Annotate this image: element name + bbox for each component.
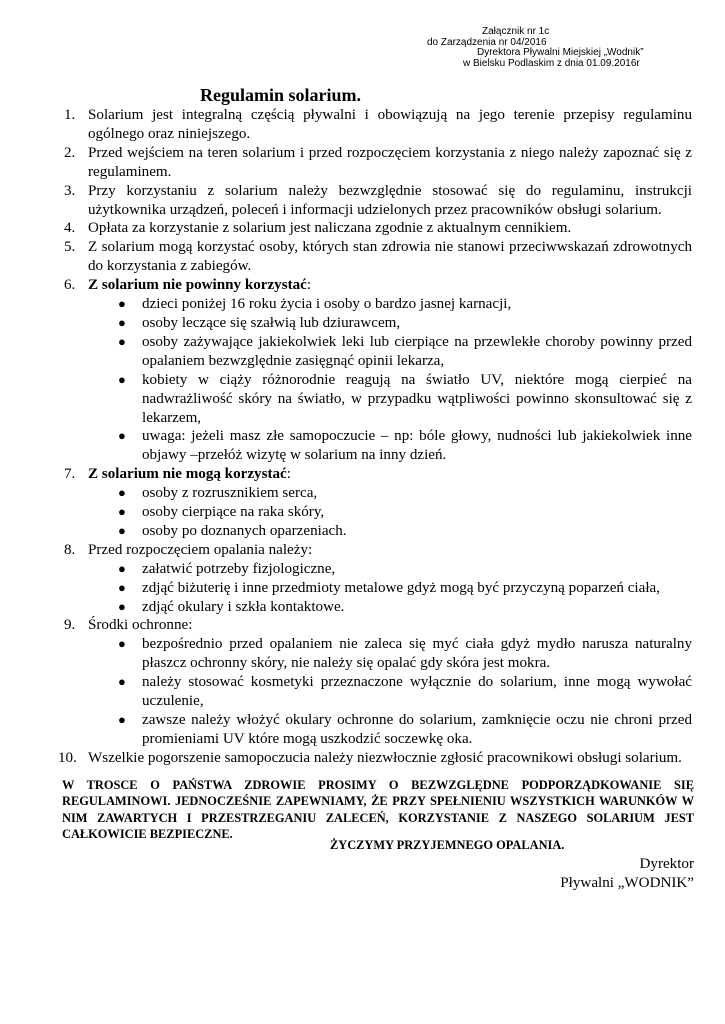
bullet-text: należy stosować kosmetyki przeznaczone wyłącznie do solarium, inne mogą wywołać uczulenie, xyxy=(142,674,692,710)
bullet-text: bezpośrednio przed opalaniem nie zaleca się myć ciała gdyż mydło narusza naturalny płaszcz ochronny skóry, nie należy się opalać gdy skóra jest mokra. xyxy=(142,636,692,672)
attachment-header xyxy=(0,27,725,69)
bullet-text: osoby z rozrusznikiem serca, xyxy=(142,485,318,502)
rule-item xyxy=(64,219,692,238)
rule-item xyxy=(64,182,692,220)
header-line-3: Dyrektora Pływalni Miejskiej „Wodnik” xyxy=(477,47,644,58)
rule-number: 1. xyxy=(64,107,76,123)
bullet-item xyxy=(112,579,692,598)
rule-item xyxy=(64,616,692,748)
bullet-dot-icon: ● xyxy=(118,712,126,727)
rule-lead-suffix: : xyxy=(286,466,291,483)
bullet-dot-icon: ● xyxy=(118,674,126,690)
bullet-dot-icon: ● xyxy=(118,333,126,349)
bullet-text: zdjąć biżuterię i inne przedmioty metalowe gdyż mogą być przyczyną poparzeń ciała, xyxy=(142,579,660,596)
rule-item xyxy=(64,541,692,617)
rule-number: 6. xyxy=(64,277,76,294)
bullet-item xyxy=(112,635,692,673)
signature-title: Dyrektor xyxy=(639,856,694,872)
bullet-text: zdjąć okulary i szkła kontaktowe. xyxy=(142,598,345,615)
rule-number: 2. xyxy=(64,144,76,161)
rule-number: 3. xyxy=(64,182,76,199)
bullet-item xyxy=(112,522,692,541)
bullet-list xyxy=(88,560,692,617)
bullet-dot-icon: ● xyxy=(118,314,126,330)
bullet-text: osoby po doznanych oparzeniach. xyxy=(142,522,347,539)
rule-number: 5. xyxy=(64,239,76,256)
bullet-item xyxy=(112,314,692,333)
bullet-dot-icon: ● xyxy=(118,598,126,614)
bullet-item xyxy=(112,560,692,579)
rule-lead: Przed rozpoczęciem opalania należy: xyxy=(88,541,313,558)
bullet-list xyxy=(88,635,692,748)
bullet-list xyxy=(88,295,692,465)
bullet-text: osoby zażywające jakiekolwiek leki lub cierpiące na przewlekłe choroby powinny przed opalaniem bezwzględnie zasięgnąć opinii lekarza, xyxy=(142,333,692,369)
rule-item xyxy=(64,144,692,182)
bullet-item xyxy=(112,371,692,428)
rule-number: 7. xyxy=(64,466,76,483)
rule-text: Solarium jest integralną częścią pływalni i obowiązują na jego terenie przepisy regulaminu ogólnego oraz niniejszego. xyxy=(88,107,692,142)
rule-number: 9. xyxy=(64,617,76,634)
bullet-text: dzieci poniżej 16 roku życia i osoby o bardzo jasnej karnacji, xyxy=(142,296,512,313)
rule-text: Wszelkie pogorszenie samopoczucia należy niezwłocznie zgłosić pracownikowi obsługi solarium. xyxy=(88,749,682,766)
bullet-text: uwaga: jeżeli masz złe samopoczucie – np: bóle głowy, nudności lub jakiekolwiek inne objawy –przełóż wizytę w solarium na inny dzień. xyxy=(142,428,692,464)
bullet-item xyxy=(112,711,692,749)
bullet-list xyxy=(88,484,692,541)
rule-lead: Środki ochronne: xyxy=(88,617,193,634)
bullet-text: zawsze należy włożyć okulary ochronne do solarium, zamknięcie oczu nie chroni przed promieniami UV które mogą uszkodzić soczewkę oka. xyxy=(142,712,692,747)
closing-wishes: ŻYCZYMY PRZYJEMNEGO OPALANIA. xyxy=(330,838,565,852)
rule-number: 10. xyxy=(58,749,77,766)
rule-item xyxy=(64,276,692,465)
header-line-4: w Bielsku Podlaskim z dnia 01.09.2016r xyxy=(463,57,640,69)
rule-lead: Z solarium nie powinny korzystać xyxy=(88,277,307,294)
rule-text: Z solarium mogą korzystać osoby, których stan zdrowia nie stanowi przeciwwskazań zdrowotnych do korzystania z zabiegów. xyxy=(88,239,692,275)
rule-number: 8. xyxy=(64,541,76,558)
signature-organization: Pływalni „WODNIK” xyxy=(560,875,694,891)
bullet-dot-icon: ● xyxy=(118,371,126,387)
bullet-item xyxy=(112,598,692,617)
bullet-text: osoby leczące się szałwią lub dziurawcem, xyxy=(142,314,401,331)
bullet-item xyxy=(112,333,692,371)
bullet-dot-icon: ● xyxy=(118,522,126,538)
rule-item xyxy=(58,749,692,768)
page-title: Regulamin solarium. xyxy=(200,85,362,105)
bullet-dot-icon: ● xyxy=(118,504,126,520)
rule-item xyxy=(64,465,692,541)
rule-text: Opłata za korzystanie z solarium jest naliczana zgodnie z aktualnym cennikiem. xyxy=(88,220,572,237)
rule-number: 4. xyxy=(64,220,76,237)
bullet-item xyxy=(112,673,692,711)
bullet-item xyxy=(112,484,692,503)
rule-text: Przed wejściem na teren solarium i przed rozpoczęciem korzystania z niego należy zapoznać się z regulaminem. xyxy=(88,144,692,180)
bullet-text: kobiety w ciąży różnorodnie reagują na światło UV, niektóre mogą cierpieć na nadwrażliwość skóry na światło, w przypadku wątpliwości powinno skonsultować się z lekarzem, xyxy=(142,371,692,426)
bullet-text: załatwić potrzeby fizjologiczne, xyxy=(142,560,336,577)
rule-text: Przy korzystaniu z solarium należy bezwzględnie stosować się do regulaminu, instrukcji użytkownika urządzeń, poleceń i informacji udzielonych przez pracowników obsługi solarium. xyxy=(88,182,692,218)
bullet-dot-icon: ● xyxy=(118,636,126,652)
rule-item xyxy=(64,106,692,144)
rules-content xyxy=(58,106,692,768)
rule-lead: Z solarium nie mogą korzystać xyxy=(88,466,287,483)
bullet-item xyxy=(112,503,692,522)
bullet-dot-icon: ● xyxy=(118,579,126,595)
bullet-item xyxy=(112,427,692,465)
header-line-2: do Zarządzenia nr 04/2016 xyxy=(427,36,547,48)
bullet-item xyxy=(112,295,692,314)
rule-lead-suffix: : xyxy=(306,277,312,294)
bullet-text: osoby cierpiące na raka skóry, xyxy=(142,504,325,521)
bullet-dot-icon: ● xyxy=(118,560,126,576)
safety-notice: W TROSCE O PAŃSTWA ZDROWIE PROSIMY O BEZWZGLĘDNE PODPORZĄDKOWANIE SIĘ REGULAMINOWI. JEDNOCZEŚNIE ZAPEWNIAMY, ŻE PRZY SPEŁNIENIU WSZYSTKICH WARUNKÓW W NIM ZAWARTYCH I PRZESTRZEGANIU ZALECEŃ, KORZYSTANIE Z NASZEGO SOLARIUM JEST CAŁKOWICIE BEZPIECZNE. xyxy=(62,778,694,842)
bullet-dot-icon: ● xyxy=(118,296,126,312)
bullet-dot-icon: ● xyxy=(118,428,126,444)
bullet-dot-icon: ● xyxy=(118,485,126,501)
header-line-1: Załącznik nr 1c xyxy=(482,26,550,37)
rules-list xyxy=(58,106,692,768)
rule-item xyxy=(64,238,692,276)
